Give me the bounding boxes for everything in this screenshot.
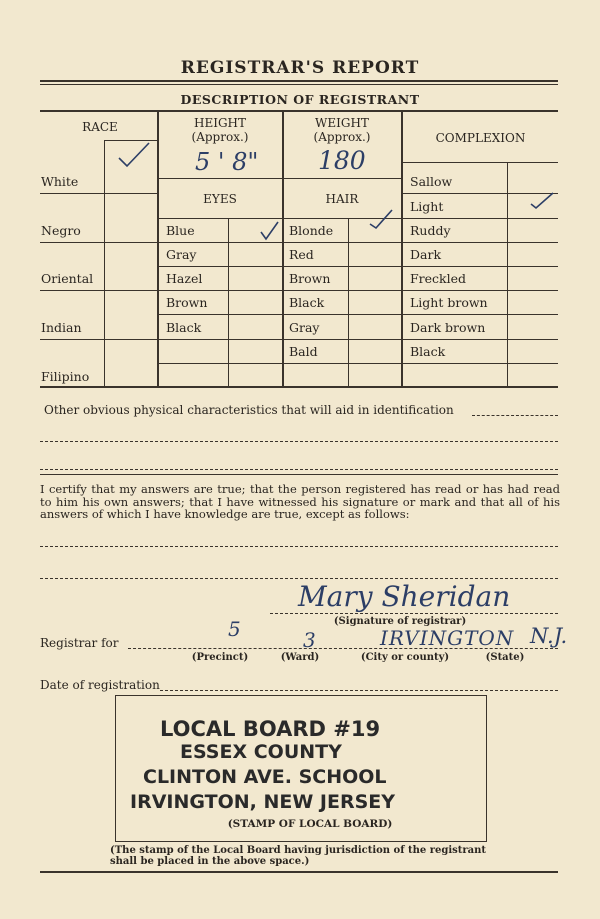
signature-line [270,613,558,614]
date-line [160,690,558,691]
race-header: RACE [82,120,118,134]
exception-line-1 [40,546,558,547]
light-complexion-check-icon [528,190,556,212]
race-negro: Negro [41,223,81,238]
stamp-line-3: CLINTON AVE. SCHOOL [143,766,387,788]
blue-eyes-check-icon [258,220,282,242]
city-entry: IRVINGTON [380,626,515,650]
stamp-line-1: LOCAL BOARD #19 [160,717,381,741]
white-check-icon [115,140,155,170]
separator-rule [40,474,558,475]
bottom-rule [40,871,558,873]
hair-black: Black [289,295,325,310]
height-entry: 5 ' 8" [195,148,259,176]
date-of-registration-label: Date of registration [40,678,160,692]
form-subtitle: DESCRIPTION OF REGISTRANT [180,92,420,107]
other-characteristics-line [472,415,558,416]
hair-gray: Gray [289,320,320,335]
ward-label: (Ward) [280,652,320,663]
complexion-black: Black [410,344,446,359]
weight-header: WEIGHT [315,116,369,130]
state-label: (State) [485,652,525,663]
state-entry: N.J. [530,624,568,648]
complexion-light-brown: Light brown [410,295,488,310]
hair-blonde: Blonde [289,223,334,238]
complexion-header: COMPLEXION [435,131,526,145]
complexion-dark-brown: Dark brown [410,320,486,335]
exception-line-2 [40,578,558,579]
hair-brown: Brown [289,271,331,286]
characteristics-line-3 [40,469,558,470]
other-characteristics-label: Other obvious physical characteristics that will aid in identification [44,403,454,417]
registrar-for-label: Registrar for [40,636,119,650]
blonde-hair-check-icon [368,208,394,232]
complexion-freckled: Freckled [410,271,467,286]
stamp-label: (STAMP OF LOCAL BOARD) [227,818,393,830]
race-oriental: Oriental [41,271,94,286]
eyes-brown: Brown [166,295,208,310]
registrar-signature: Mary Sheridan [298,580,511,613]
characteristics-line-2 [40,441,558,442]
race-filipino: Filipino [41,369,90,384]
complexion-ruddy: Ruddy [410,223,451,238]
eyes-black: Black [166,320,202,335]
eyes-gray: Gray [166,247,197,262]
complexion-sallow: Sallow [410,174,453,189]
weight-subheader: (Approx.) [313,130,371,144]
complexion-light: Light [410,199,444,214]
certification-text: I certify that my answers are true; that the person registered has read or has had read to him his own answers; that I have witnessed his signature or mark and that all of his answers of which I have knowledge are true, except as follows: [40,482,560,521]
race-white: White [41,174,79,189]
hair-red: Red [289,247,314,262]
precinct-entry: 5 [228,617,241,641]
eyes-blue: Blue [166,223,195,238]
height-subheader: (Approx.) [191,130,249,144]
race-indian: Indian [41,320,82,335]
height-header: HEIGHT [193,116,247,130]
city-label: (City or county) [360,652,450,663]
eyes-header: EYES [203,192,237,206]
hair-bald: Bald [289,344,318,359]
stamp-footnote: (The stamp of the Local Board having jurisdiction of the registrant shall be placed in the above space.) [110,845,487,867]
title-rule-2 [40,84,558,85]
signature-label: (Signature of registrar) [333,616,467,627]
title-rule [40,80,558,82]
eyes-hazel: Hazel [166,271,203,286]
ward-entry: 3 [303,628,316,652]
stamp-line-2: ESSEX COUNTY [180,741,342,763]
weight-entry: 180 [318,146,366,175]
form-title: REGISTRAR'S REPORT [180,58,420,78]
complexion-dark: Dark [410,247,442,262]
precinct-label: (Precinct) [191,652,249,663]
hair-header: HAIR [325,192,359,206]
stamp-line-4: IRVINGTON, NEW JERSEY [130,791,396,813]
